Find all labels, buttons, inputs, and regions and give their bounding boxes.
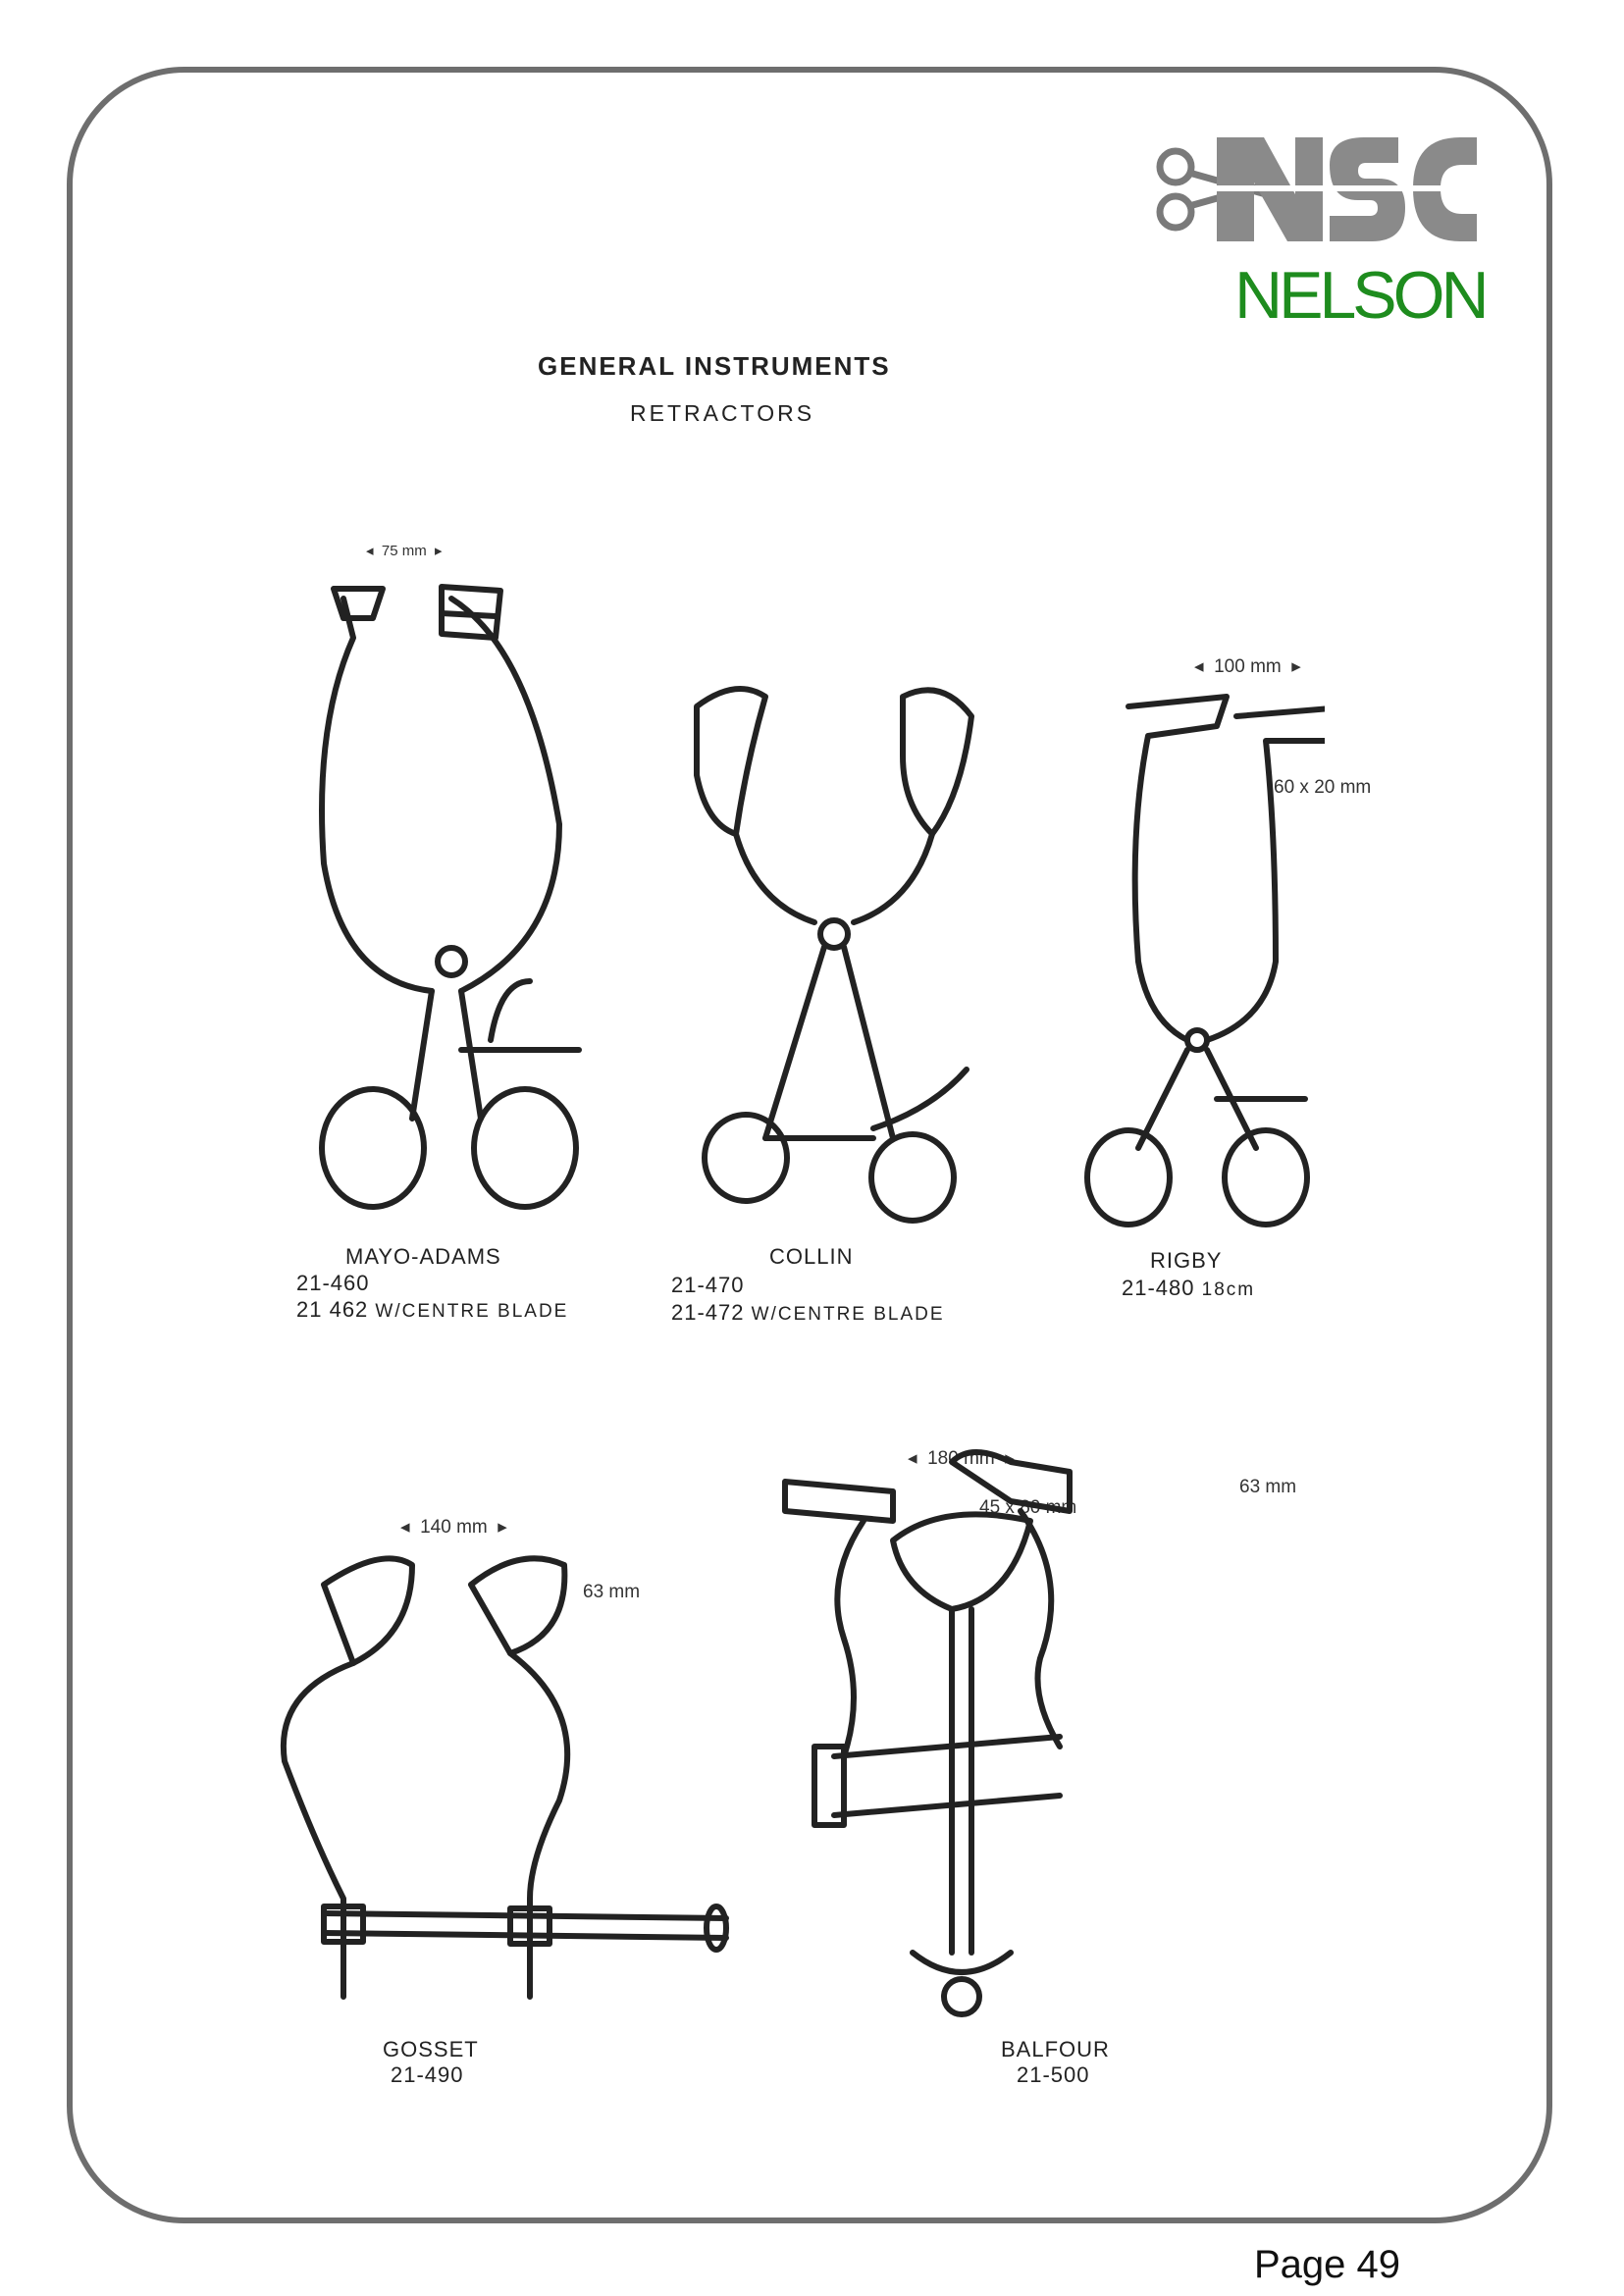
rigby-code1: 21-480 18cm — [1122, 1276, 1256, 1300]
balfour-illustration — [775, 1442, 1276, 2021]
gosset-width-dim: ◂ 140 mm ▸ — [400, 1517, 507, 1538]
page-number: Page 49 — [1254, 2243, 1401, 2286]
collin-code1: 21-470 — [671, 1273, 745, 1297]
collin-illustration — [677, 677, 991, 1226]
mayo-adams-name: MAYO-ADAMS — [345, 1244, 501, 1269]
brand-name: NELSON — [1234, 258, 1486, 333]
page-subheading: RETRACTORS — [630, 400, 815, 426]
gosset-illustration — [265, 1545, 736, 2016]
collin-code2: 21-472 W/CENTRE BLADE — [671, 1300, 945, 1325]
balfour-center-dim: 45 x 80 mm — [979, 1497, 1077, 1518]
balfour-code1: 21-500 — [1017, 2062, 1090, 2087]
rigby-name: RIGBY — [1150, 1248, 1223, 1273]
gosset-code1: 21-490 — [391, 2062, 464, 2087]
gosset-name: GOSSET — [383, 2037, 479, 2061]
page-heading: GENERAL INSTRUMENTS — [538, 351, 891, 381]
mayo-adams-dim: ◂ 75 mm ▸ — [366, 543, 443, 559]
rigby-width-dim: ◂ 100 mm ▸ — [1194, 656, 1301, 677]
rigby-blade-dim: 60 x 20 mm — [1274, 777, 1372, 798]
mayo-adams-code1: 21-460 — [296, 1271, 370, 1295]
collin-name: COLLIN — [769, 1244, 854, 1269]
balfour-blade-dim: 63 mm — [1239, 1477, 1297, 1497]
balfour-name: BALFOUR — [1001, 2037, 1110, 2061]
balfour-width-dim: ◂ 180 mm ▸ — [908, 1448, 1015, 1469]
gosset-blade-dim: 63 mm — [583, 1582, 641, 1602]
mayo-adams-code2: 21 462 W/CENTRE BLADE — [296, 1297, 569, 1322]
mayo-adams-illustration — [304, 569, 599, 1217]
rigby-illustration — [1070, 687, 1325, 1236]
